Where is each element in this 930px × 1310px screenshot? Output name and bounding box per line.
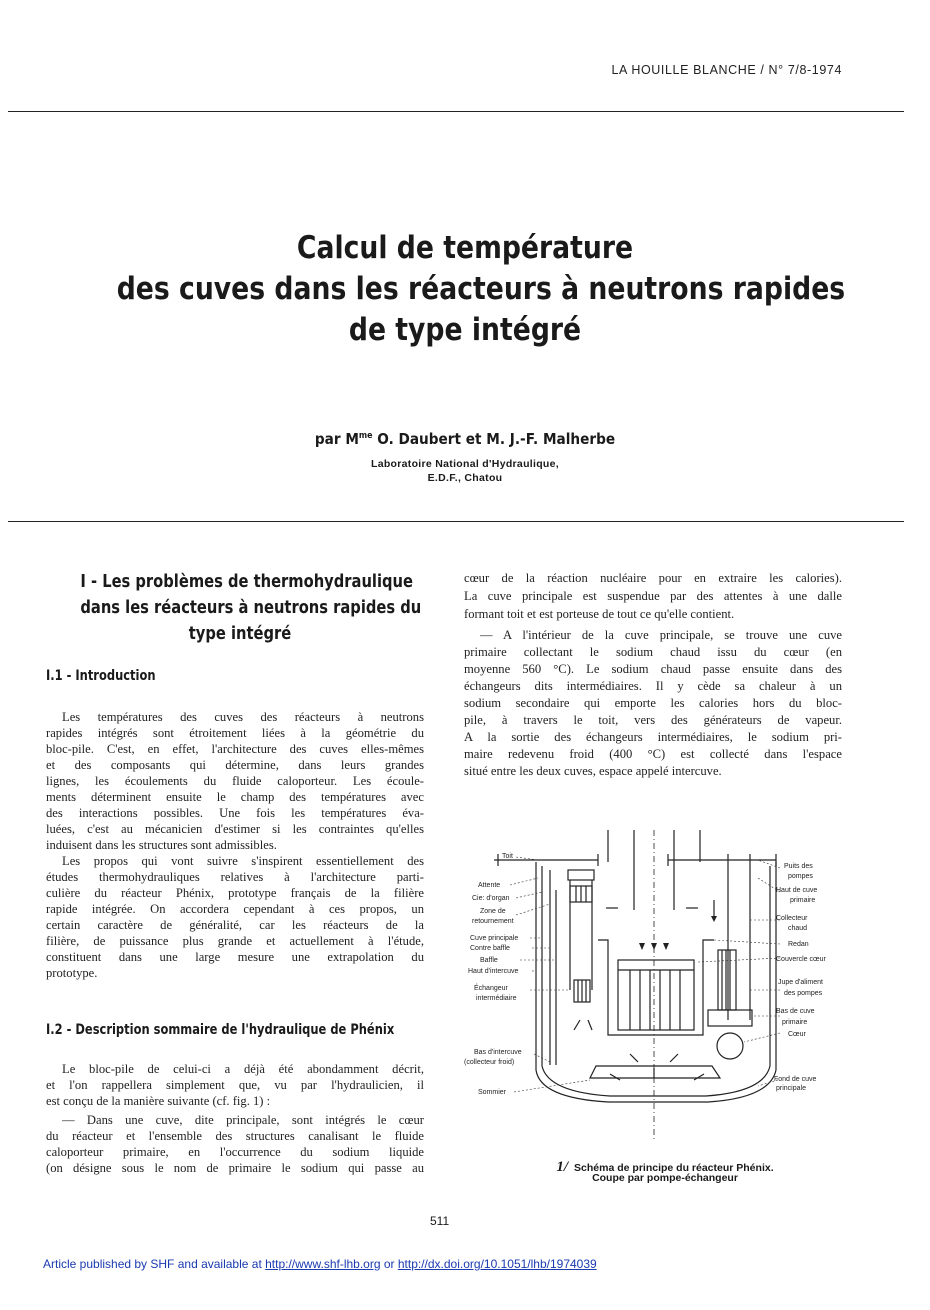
body-line: — A l'intérieur de la cuve principale, se trouve une cuve [480,628,842,642]
body-line: situé entre les deux cuves, espace appelé intercuve. [464,764,722,778]
body-line: A la sortie des échangeurs intermédiaires, le sodium pri- [464,730,842,744]
top-rule [8,111,904,112]
label-puits-des: Puits des [784,863,813,870]
label-coeur: Cœur [788,1031,806,1038]
body-line: constituent dans une large mesure une extrapolation du [46,950,424,964]
section-rule [8,521,904,522]
body-line: culière du réacteur Phénix, prototype français de la filière [46,886,424,900]
body-line: études thermohydrauliques relatives à l'architecture parti- [46,870,424,884]
label-haut-intercuve: Haut d'intercuve [468,968,519,975]
body-line: rapides intégrés sont étroitement liées à la géométrie du [46,726,424,740]
label-fond-cuve: Fond de cuve [774,1076,817,1083]
label-cie-organ: Cie: d'organ [472,895,510,902]
caption-line: Schéma de principe du réacteur Phénix. [574,1162,774,1174]
label-principale: principale [776,1085,806,1092]
body-line: (on désigne sous le nom de primaire le sodium qui passe au [46,1161,424,1175]
body-line: bloc-pile. C'est, en effet, l'architecture des cuves elles-mêmes [46,742,424,756]
title-line: des cuves dans les réacteurs à neutrons rapides [116,271,846,307]
affiliation-line: Laboratoire National d'Hydraulique, [370,458,560,470]
label-pompes: pompes [788,873,813,880]
body-line: luées, c'est au mécanicien d'estimer si les contraintes qu'elles [46,822,424,836]
authors-prefix: par M [314,430,359,448]
section-heading: I - Les problèmes de thermohydraulique [80,572,413,592]
body-line: lignes, les écoulements du fluide caloporteur. Les écoule- [46,774,424,788]
figure-number: 1/ [556,1159,569,1175]
body-line: prototype. [46,966,98,980]
authors [232,430,698,448]
body-line: caloporteur primaire, en l'occurrence du sodium liquide [46,1145,424,1159]
label-chaud: chaud [788,925,808,932]
title-line: de type intégré [348,312,582,348]
authors-names: O. Daubert et M. J.-F. Malherbe [372,430,616,448]
section-heading: type intégré [188,624,292,644]
body-line: du réacteur et l'ensemble des structures canalisant le fluide [46,1129,424,1143]
reactor-schematic-figure [458,830,858,1155]
label-bas-primaire: primaire [782,1019,808,1026]
label-sommier: Sommier [478,1089,507,1096]
body-line: certain caractère de généralité, car les réacteurs de la [46,918,424,932]
body-line: échangeurs dits intermédiaires. Il y cède sa chaleur à un [464,679,842,693]
subsection-heading: I.1 - Introduction [46,668,156,684]
body-line: pile, à travers le toit, vers des générateurs de vapeur. [464,713,842,727]
reactor-schematic [458,830,858,1150]
body-line: Les propos qui vont suivre s'inspirent essentiellement des [62,854,424,868]
body-line: induisent dans les structures sont admissibles. [46,838,277,852]
label-bas-intercuve: Bas d'intercuve [474,1049,522,1056]
label-collecteur: Collecteur [776,915,808,922]
label-echangeur: Échangeur [474,985,508,992]
label-attente: Attente [478,882,501,889]
article-title [116,228,846,351]
title-line: Calcul de température [296,230,634,266]
body-line: cœur de la réaction nucléaire pour en extraire les calories). [464,571,842,585]
body-line: est conçu de la manière suivante (cf. fig. 1) : [46,1094,271,1108]
label-redan: Redan [788,941,809,948]
footer-link-shf[interactable]: http://www.shf-lhb.org [265,1257,381,1271]
label-cuve-principale: Cuve principale [470,935,519,942]
label-zone-de: Zone de [480,908,506,915]
footer [43,1257,597,1271]
body-line: primaire collectant le sodium chaud issu du cœur (en [464,645,842,659]
body-line: filière, de puissance plus grande et actuellement à l'étude, [46,934,424,948]
label-collecteur-froid: (collecteur froid) [464,1059,515,1066]
subsection-heading: I.2 - Description sommaire de l'hydraulique de Phénix [46,1022,395,1038]
body-line: ments déterminent ensuite le champ des températures avec [46,790,424,804]
label-baffle: Baffle [480,957,498,964]
body-line: Les températures des cuves des réacteurs à neutrons [62,710,424,724]
body-line: moyenne 560 °C). Le sodium chaud passe ensuite dans des [464,662,842,676]
body-line: La cuve principale est suspendue par des attentes à une dalle [464,589,842,603]
section-heading: dans les réacteurs à neutrons rapides du [80,598,422,618]
label-toit: Toit [502,853,513,860]
caption-line: Coupe par pompe-échangeur [592,1172,738,1184]
body-line: rapide intégrée. On accordera cependant à ces propos, un [46,902,424,916]
footer-link-doi[interactable]: http://dx.doi.org/10.1051/lhb/1974039 [397,1257,597,1271]
label-intermediaire: intermédiaire [476,995,517,1002]
label-couvercle-coeur: Couvercle cœur [776,956,826,963]
footer-text: Article published by SHF and available at [43,1257,266,1271]
body-line: et l'on rappellera simplement que, vu par l'hydraulicien, il [46,1078,424,1092]
affiliation-line: E.D.F., Chatou [427,472,503,484]
body-line: sodium secondaire qui emporte les calories hors du bloc- [464,696,842,710]
body-line: formant toit et est porteuse de tout ce qu'elle contient. [464,607,735,621]
body-line: et des composants qui détermine, dans leurs grandes [46,758,424,772]
body-line: des interactions possibles. Une fois les températures éva- [46,806,424,820]
label-bas-cuve: Bas de cuve [776,1008,815,1015]
body-line: Le bloc-pile de celui-ci a déjà été abondamment décrit, [62,1062,424,1076]
body-line: maire redevenu froid (400 °C) est collecté dans l'espace [464,747,842,761]
footer-text: or [380,1257,398,1271]
body-line: — Dans une cuve, dite principale, sont intégrés le cœur [62,1113,424,1127]
label-haut-cuve: Haut de cuve [776,887,818,894]
label-retournement: retournement [472,918,514,925]
journal-header: LA HOUILLE BLANCHE / N° 7/8-1974 [611,63,842,77]
label-contre-baffle: Contre baffle [470,945,510,952]
page-number: 511 [430,1214,450,1228]
label-jupe: Jupe d'aliment [778,979,823,986]
authors-sup: me [358,430,373,441]
label-primaire: primaire [790,897,816,904]
label-des-pompes: des pompes [784,990,823,997]
